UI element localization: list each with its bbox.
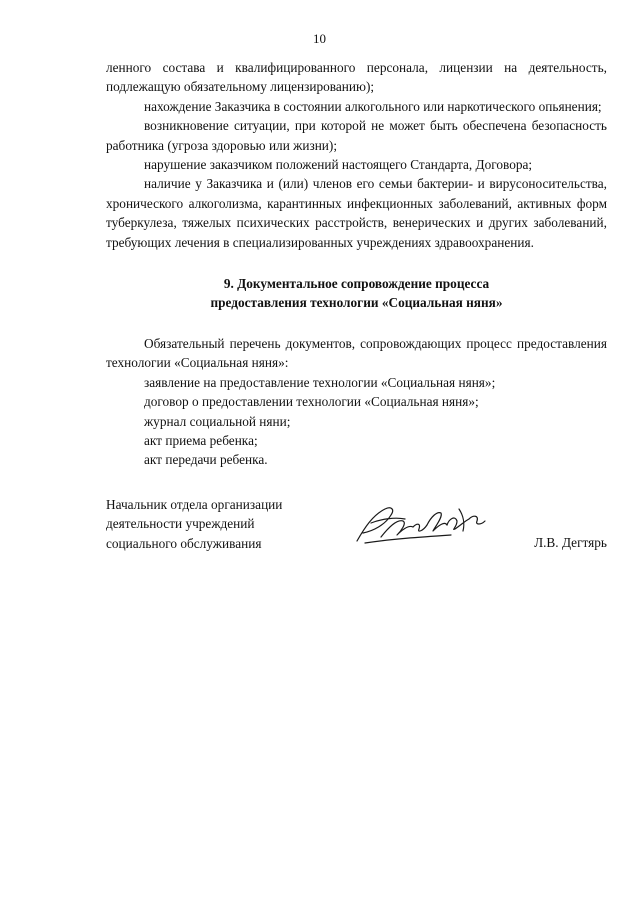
signatory-title — [106, 495, 282, 553]
paragraph-safety: возникновение ситуации, при которой не может быть обеспечена безопасность работника (угроза здоровью или жизни); — [106, 118, 607, 153]
list-item: журнал социальной няни; — [144, 413, 291, 429]
signatory-title-line3: социального обслуживания — [106, 535, 262, 551]
section-heading-line2: предоставления технологии «Социальная няня» — [210, 295, 503, 311]
paragraph-continuation: ленного состава и квалифицированного персонала, лицензии на деятельность, подлежащую обязательному лицензированию); — [106, 60, 607, 95]
signature-block — [106, 495, 607, 565]
page-number: 10 — [313, 31, 326, 46]
signatory-title-line1: Начальник отдела организации — [106, 497, 283, 512]
paragraph-intoxication: нахождение Заказчика в состоянии алкогольного или наркотического опьянения; — [144, 98, 602, 114]
handwritten-signature-icon — [351, 497, 491, 549]
document-body — [106, 58, 607, 470]
paragraph-violation: нарушение заказчиком положений настоящего Стандарта, Договора; — [144, 157, 533, 173]
section-heading-line1: 9. Документальное сопровождение процесса — [223, 276, 490, 292]
list-item: заявление на предоставление технологии «Социальная няня»; — [144, 374, 496, 390]
signatory-name: Л.В. Дегтярь — [534, 535, 607, 550]
section-intro: Обязательный перечень документов, сопровождающих процесс предоставления технологии «Социальная няня»: — [106, 335, 607, 371]
list-item: акт приема ребенка; — [144, 432, 258, 448]
list-item: договор о предоставлении технологии «Социальная няня»; — [144, 394, 479, 410]
signatory-title-line2: деятельности учреждений — [106, 516, 255, 532]
list-item: акт передачи ребенка. — [144, 452, 268, 468]
section-heading — [106, 274, 607, 313]
paragraph-diseases: наличие у Заказчика и (или) членов его семьи бактерии- и вирусоносительства, хронического алкоголизма, карантинных инфекционных заболеваний, активных форм туберкулеза, тяжелых психических расстройств, венерических и других заболеваний, требующих лечения в специализированных учреждениях здравоохранения. — [106, 176, 607, 250]
